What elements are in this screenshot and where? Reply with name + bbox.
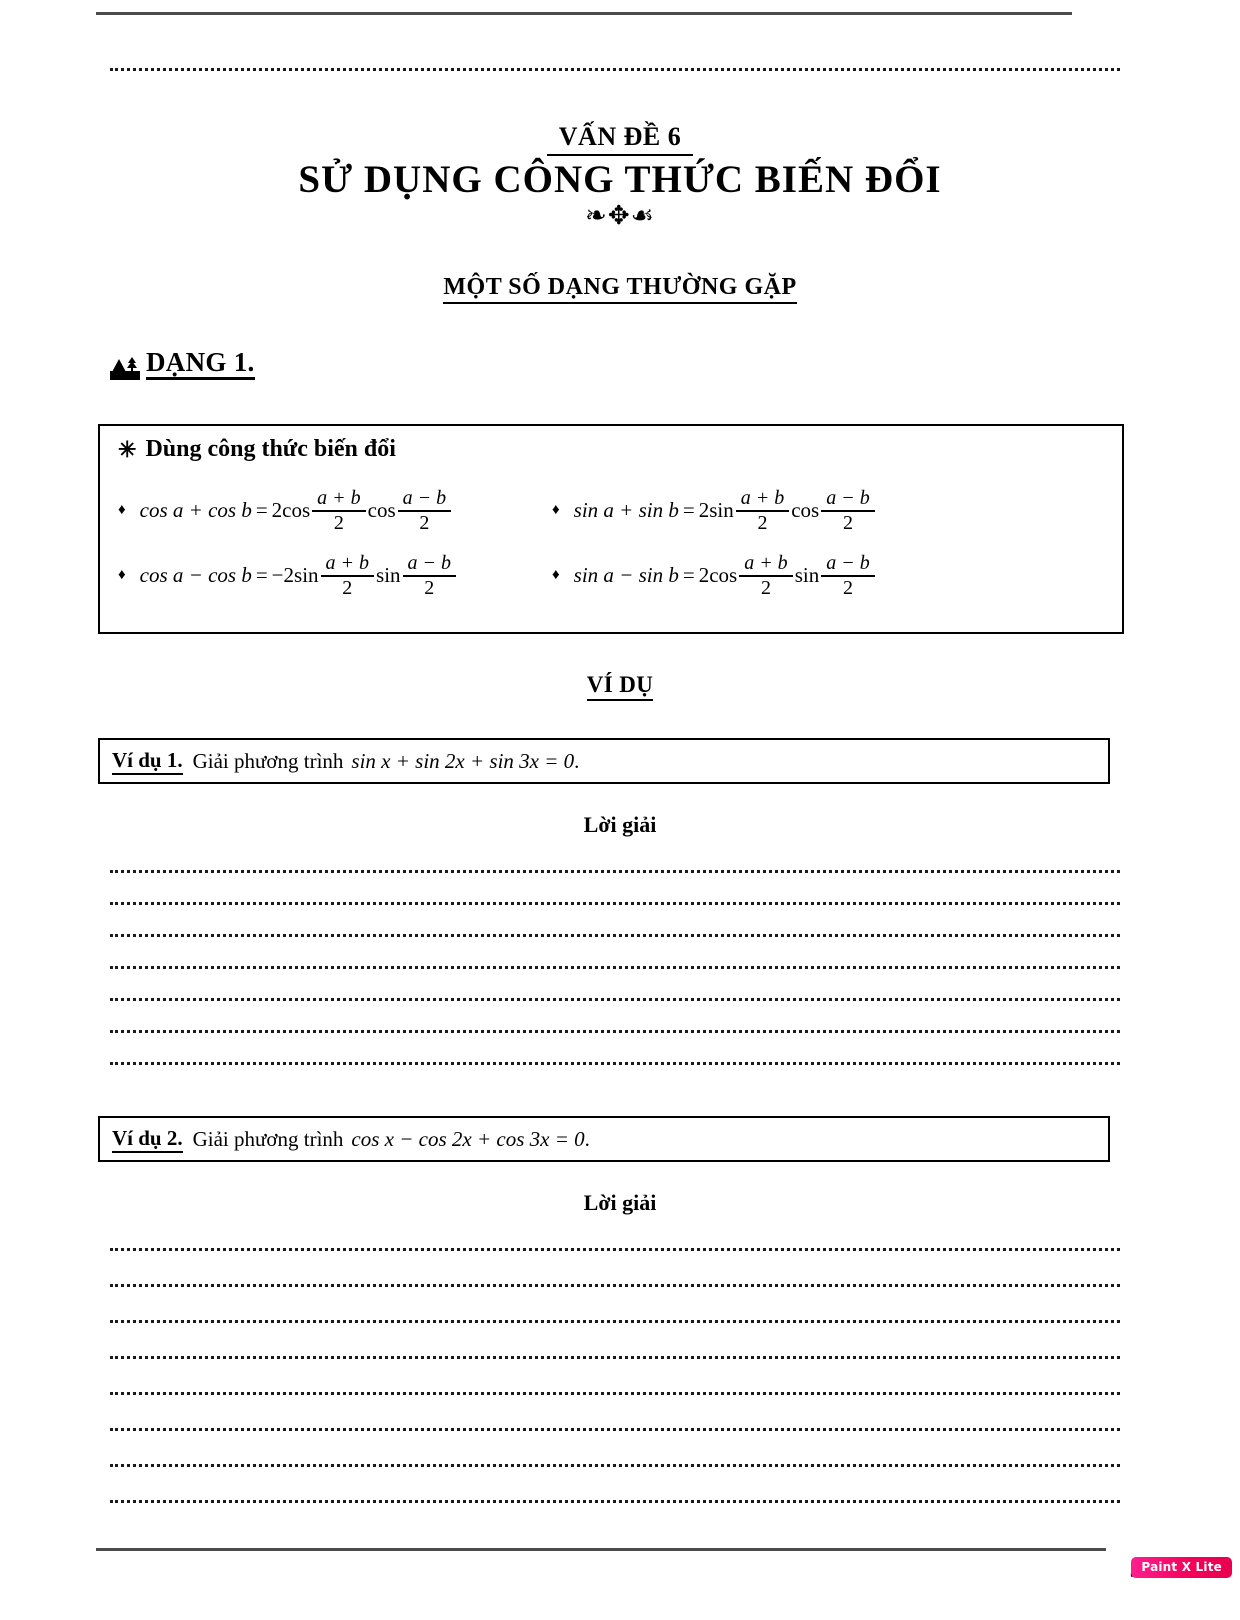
- formula-row-cos-minus-cos: [118, 553, 458, 599]
- formula-fraction-1: [736, 488, 790, 534]
- formula-fraction-2: [403, 553, 457, 599]
- section-label: [0, 122, 1240, 152]
- answer-line: [110, 1464, 1120, 1467]
- solution-heading-1: Lời giải: [583, 812, 657, 837]
- diamond-bullet-icon: ♦: [552, 502, 560, 519]
- subtitle-text: MỘT SỐ DẠNG THƯỜNG GẶP: [443, 274, 796, 304]
- fraction-denominator: 2: [424, 576, 435, 599]
- answer-line: [110, 902, 1120, 905]
- answer-line: [110, 1356, 1120, 1359]
- asterisk-icon: ✳: [118, 436, 137, 462]
- formula-box: [98, 424, 1124, 634]
- subtitle: [0, 274, 1240, 301]
- formula-fraction-2: [821, 553, 875, 599]
- fraction-numerator: a − b: [826, 552, 870, 574]
- solution-heading-2: Lời giải: [583, 1190, 657, 1215]
- fraction-numerator: a + b: [740, 487, 785, 509]
- formula-fraction-2: [398, 488, 452, 534]
- fraction-denominator: 2: [333, 511, 344, 534]
- examples-heading-text: VÍ DỤ: [587, 672, 654, 701]
- formula-coefficient: 2sin: [698, 498, 734, 523]
- answer-line: [110, 1062, 1120, 1065]
- formula-lhs: cos a + cos b: [139, 498, 252, 523]
- fraction-numerator: a + b: [325, 552, 370, 574]
- formula-fraction-1: [312, 488, 366, 534]
- diamond-bullet-icon: ♦: [552, 567, 560, 584]
- fraction-denominator: 2: [760, 576, 771, 599]
- example-prompt: Giải phương trình: [192, 748, 344, 773]
- fraction-numerator: a − b: [826, 487, 870, 509]
- section-label-text: VẤN ĐỀ 6: [547, 122, 693, 156]
- answer-line: [110, 1284, 1120, 1287]
- example-period: .: [584, 1126, 590, 1151]
- example-box-2: [98, 1116, 1110, 1162]
- answer-line: [110, 1248, 1120, 1251]
- fraction-numerator: a + b: [317, 487, 361, 509]
- fraction-denominator: 2: [757, 511, 768, 534]
- example-box-1: [98, 738, 1110, 784]
- formula-equals: =: [255, 563, 268, 588]
- dang-heading: [110, 348, 255, 380]
- fraction-denominator: 2: [419, 511, 430, 534]
- example-prompt: Giải phương trình: [192, 1126, 344, 1151]
- example-period: .: [574, 748, 580, 773]
- formula-mid-function: cos: [367, 498, 396, 523]
- mountain-tent-icon: [110, 354, 140, 380]
- dang-label: DẠNG 1.: [146, 348, 255, 380]
- formula-lhs: sin a + sin b: [573, 498, 679, 523]
- fraction-denominator: 2: [842, 576, 853, 599]
- formula-row-sin-plus-sin: [552, 488, 877, 534]
- formula-lhs: sin a − sin b: [573, 563, 679, 588]
- example-equation: sin x + sin 2x + sin 3x = 0: [351, 748, 575, 773]
- formula-box-title: [118, 436, 396, 463]
- answer-line: [110, 1030, 1120, 1033]
- answer-line: [110, 1500, 1120, 1503]
- examples-heading: [0, 672, 1240, 698]
- diamond-bullet-icon: ♦: [118, 567, 126, 584]
- paint-x-lite-watermark: Paint X Lite: [1131, 1557, 1232, 1578]
- answer-line: [110, 1392, 1120, 1395]
- page-title: SỬ DỤNG CÔNG THỨC BIẾN ĐỔI: [298, 158, 942, 201]
- answer-line: [110, 998, 1120, 1001]
- formula-equals: =: [255, 498, 268, 523]
- answer-line: [110, 1428, 1120, 1431]
- fraction-numerator: a − b: [407, 552, 452, 574]
- formula-coefficient: 2cos: [271, 498, 311, 523]
- formula-mid-function: sin: [794, 563, 820, 588]
- fraction-denominator: 2: [342, 576, 353, 599]
- diamond-bullet-icon: ♦: [118, 502, 126, 519]
- formula-mid-function: sin: [376, 563, 401, 588]
- example-label: Ví dụ 1.: [112, 748, 183, 775]
- formula-fraction-1: [739, 553, 793, 599]
- formula-row-sin-minus-sin: [552, 553, 877, 599]
- answer-line: [110, 966, 1120, 969]
- formula-lhs: cos a − cos b: [139, 563, 252, 588]
- fraction-numerator: a + b: [744, 552, 788, 574]
- ornament-icon: ❧✥☙: [585, 201, 655, 230]
- formula-coefficient: −2sin: [271, 563, 319, 588]
- formula-fraction-2: [821, 488, 875, 534]
- top-rule: [96, 12, 1072, 15]
- bottom-rule: [96, 1548, 1106, 1551]
- formula-row-cos-plus-cos: [118, 488, 453, 534]
- formula-coefficient: 2cos: [698, 563, 738, 588]
- formula-mid-function: cos: [791, 498, 820, 523]
- formula-fraction-1: [321, 553, 375, 599]
- answer-line: [110, 934, 1120, 937]
- fraction-denominator: 2: [842, 511, 853, 534]
- formula-box-title-text: Dùng công thức biến đổi: [145, 436, 396, 462]
- formula-equals: =: [682, 563, 695, 588]
- fraction-numerator: a − b: [402, 487, 447, 509]
- formula-equals: =: [682, 498, 695, 523]
- answer-line: [110, 1320, 1120, 1323]
- answer-line: [110, 870, 1120, 873]
- header-dotted-rule: [110, 68, 1120, 71]
- example-label: Ví dụ 2.: [112, 1126, 183, 1153]
- example-equation: cos x − cos 2x + cos 3x = 0: [351, 1126, 585, 1151]
